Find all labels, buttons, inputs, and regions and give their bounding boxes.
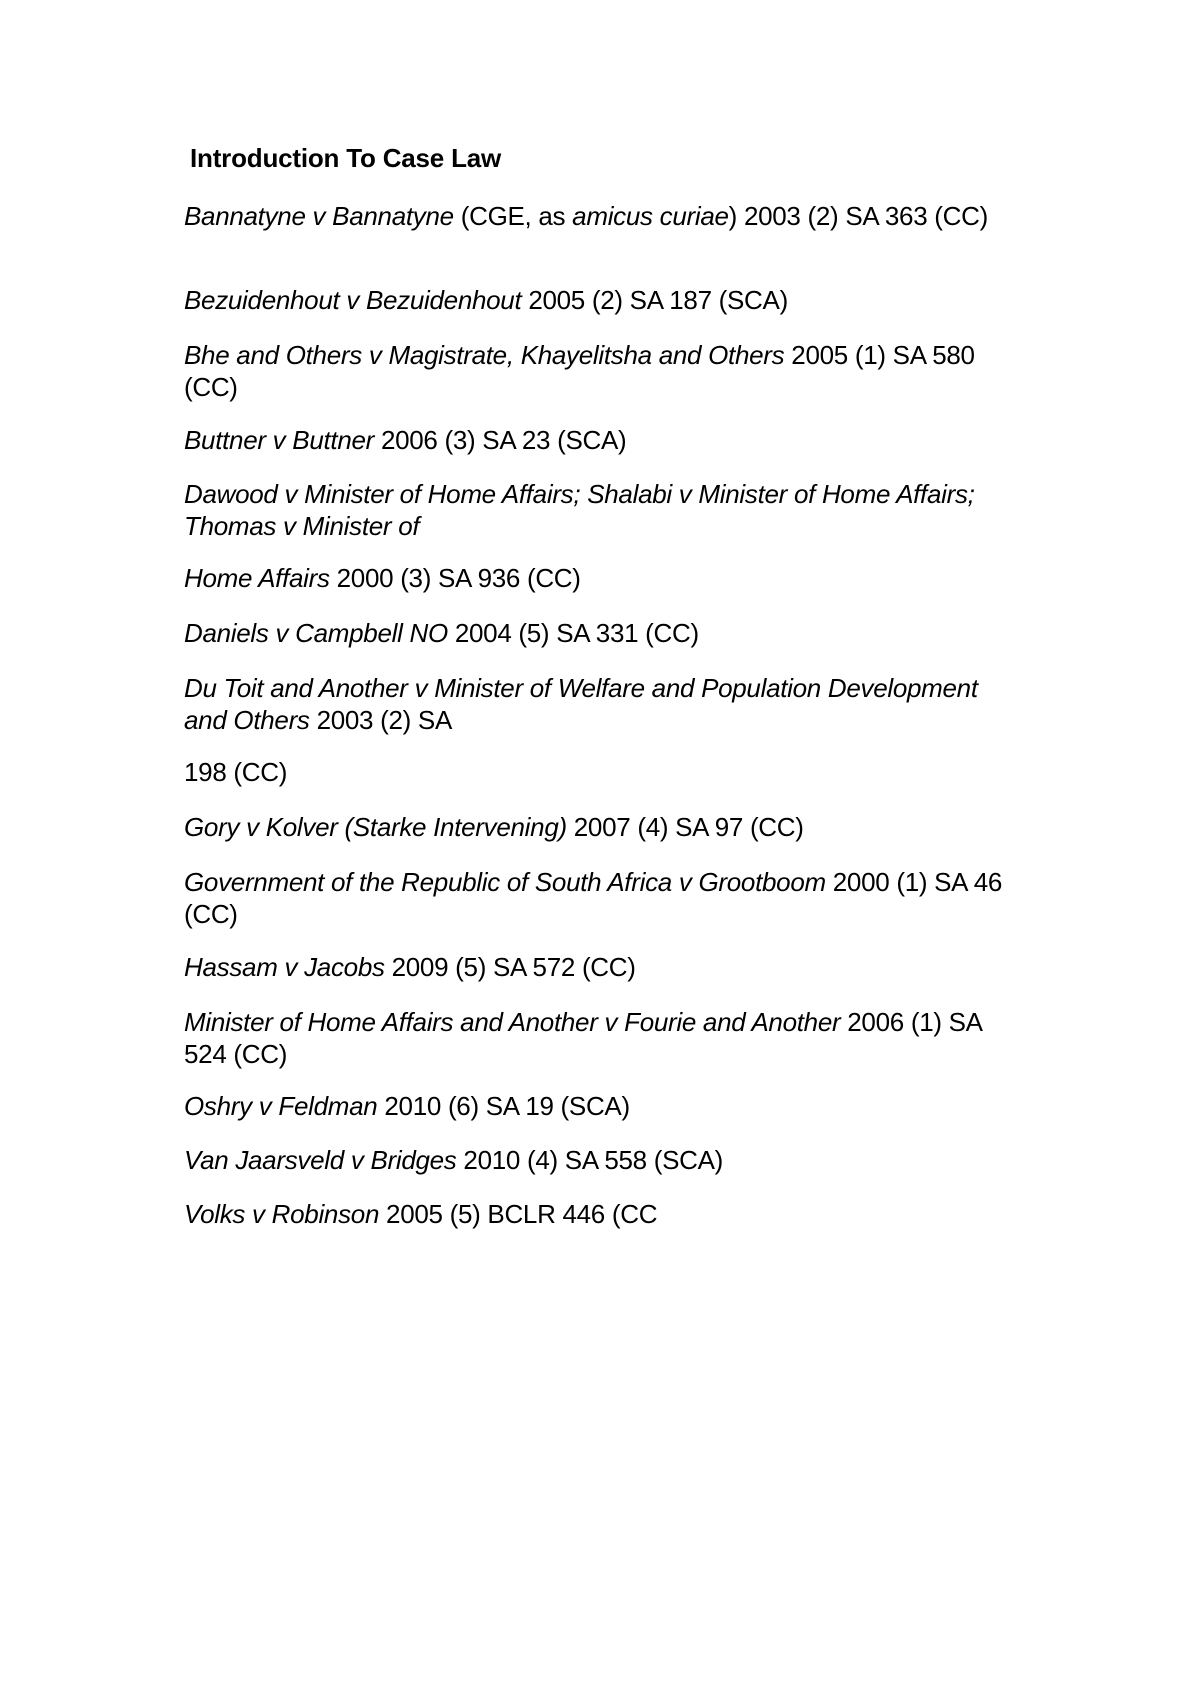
citation-text: 198 (CC) (184, 757, 288, 787)
case-name: Home Affairs (184, 563, 330, 593)
case-entry (184, 1006, 1014, 1070)
case-name: Oshry v Feldman (184, 1091, 378, 1121)
citation-text: 2010 (6) SA 19 (SCA) (377, 1091, 630, 1121)
case-entry (184, 756, 1014, 788)
case-entry (184, 1198, 1014, 1230)
citation-text: 2000 (1) SA 46 (CC) (184, 867, 1003, 929)
case-entry (184, 284, 1014, 316)
case-entry (184, 478, 1014, 542)
case-entry (184, 866, 1014, 930)
case-entry (184, 339, 1014, 403)
citation-text: 2005 (5) BCLR 446 (CC (379, 1199, 658, 1229)
citation-text: 2004 (5) SA 331 (CC) (447, 618, 699, 648)
case-entry (184, 424, 1014, 456)
case-name: Buttner v Buttner (184, 425, 375, 455)
case-name: Minister of Home Affairs and Another v Fourie and Another (184, 1007, 841, 1037)
citation-text: ) 2003 (2) SA 363 (CC) (728, 201, 988, 231)
case-name: Bhe and Others v Magistrate, Khayelitsha and Others (184, 340, 785, 370)
case-name: Government of the Republic of South Africa v Grootboom (184, 867, 826, 897)
case-entry (184, 1144, 1014, 1176)
case-name: Hassam v Jacobs (184, 952, 385, 982)
case-entry (184, 1090, 1014, 1122)
case-name: Gory v Kolver (Starke Intervening) (184, 812, 567, 842)
citation-text: 2005 (1) SA 580 (CC) (184, 340, 975, 402)
case-name: amicus curiae (572, 201, 729, 231)
citation-text: 2009 (5) SA 572 (CC) (384, 952, 636, 982)
document-title: Introduction To Case Law (190, 143, 502, 173)
case-entry (184, 617, 1014, 649)
citation-text: 2006 (3) SA 23 (SCA) (374, 425, 627, 455)
case-entry (184, 951, 1014, 983)
citation-text: 2005 (2) SA 187 (SCA) (521, 285, 788, 315)
case-name: Du Toit and Another v Minister of Welfare and Population Development and Others (184, 673, 978, 735)
case-name: Bezuidenhout v Bezuidenhout (184, 285, 522, 315)
case-name: Daniels v Campbell NO (184, 618, 448, 648)
citation-text: 2006 (1) SA 524 (CC) (184, 1007, 982, 1069)
citation-text: 2010 (4) SA 558 (SCA) (456, 1145, 724, 1175)
case-name: Van Jaarsveld v Bridges (184, 1145, 457, 1175)
citation-text: 2003 (2) SA (309, 705, 453, 735)
case-name: Volks v Robinson (184, 1199, 380, 1229)
case-entry (184, 562, 1014, 594)
case-entry (184, 672, 1014, 736)
case-name: Dawood v Minister of Home Affairs; Shalabi v Minister of Home Affairs; Thomas v Minister of (184, 479, 975, 541)
citation-text: 2000 (3) SA 936 (CC) (329, 563, 581, 593)
case-name: Bannatyne v Bannatyne (184, 201, 454, 231)
case-entry (184, 811, 1014, 843)
citation-text: 2007 (4) SA 97 (CC) (566, 812, 804, 842)
case-entry (184, 200, 1014, 232)
citation-text: (CGE, as (453, 201, 573, 231)
